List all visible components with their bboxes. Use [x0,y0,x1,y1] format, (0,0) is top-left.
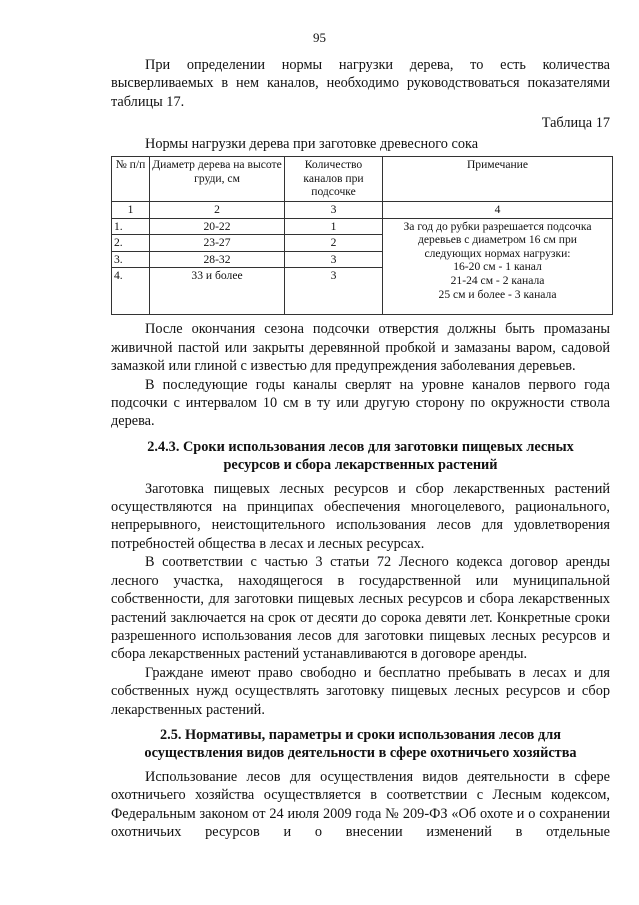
document-body [111,56,610,841]
section-paragraph: В соответствии с частью 3 статьи 72 Лесного кодекса договор аренды лесного участка, находящегося в государственной или муниципальной собственности, для заготовки пищевых лесных ресурсов и сбора лекарственных растений заключается на срок от десяти до сорока девяти лет. Конкретные сроки разрешенного использования лесов для заготовки пищевых лесных ресурсов и сбора лекарственных растений устанавливаются в договоре аренды. [111,554,610,663]
row-number: 1. [112,218,150,235]
section-paragraph: Граждане имеют право свободно и бесплатно пребывать в лесах и для собственных нужд осуществлять заготовку пищевых лесных ресурсов и сбор лекарственных растений. [111,664,610,718]
row-channels: 2 [285,235,383,252]
page-number: 95 [313,30,326,45]
column-number: 2 [150,202,285,219]
row-diameter: 28-32 [150,251,285,268]
table-label: Таблица 17 [541,115,610,132]
header-note: Примечание [383,157,613,202]
paragraph-after-table: В последующие годы каналы сверлят на уровне каналов первого года подсочки с интервалом 10 см в ту или другую сторону по окружности ствола дерева. [111,376,610,430]
row-diameter: 23-27 [150,235,285,252]
note-line: 25 см и более - 3 канала [438,287,557,301]
row-diameter: 33 и более [150,268,285,315]
load-norms-table [111,156,613,315]
note-line: 16-20 см - 1 канал [453,260,542,274]
header-channels: Количество каналов при подсочке [285,157,383,202]
row-note [383,218,613,315]
section-paragraph: Заготовка пищевых лесных ресурсов и сбор лекарственных растений осуществляются на принципах обеспечения многоцелевого, рационального, непрерывного, неистощительного использования лесов для удовлетворения потребностей общества в лесах и лесных ресурсах. [111,480,610,552]
column-number-row [112,202,613,219]
row-diameter: 20-22 [150,218,285,235]
section-heading-2-4-3: 2.4.3. Сроки использования лесов для заготовки пищевых лесных ресурсов и сбора лекарственных растений [147,438,574,474]
table-row [112,218,613,235]
header-diameter: Диаметр дерева на высоте груди, см [150,157,285,202]
column-number: 3 [285,202,383,219]
section-heading-2-5: 2.5. Нормативы, параметры и сроки использования лесов для осуществления видов деятельности в сфере охотничьего хозяйства [144,726,577,762]
column-number: 4 [383,202,613,219]
table-header-row [112,157,613,202]
row-channels: 1 [285,218,383,235]
row-number: 4. [112,268,150,315]
note-line: За год до рубки разрешается подсочка [403,219,592,233]
note-line: следующих нормах нагрузки: [424,246,571,260]
row-number: 2. [112,235,150,252]
note-line: 21-24 см - 2 канала [450,274,545,287]
section-paragraph: Использование лесов для осуществления видов деятельности в сфере охотничьего хозяйства осуществляется в соответствии с Лесным кодексом, Федеральным законом от 24 июля 2009 года № 209-ФЗ «Об охоте и о сохранении охотничьих ресурсов и о внесении изменений в отдельные [111,768,610,840]
column-number: 1 [112,202,150,219]
intro-paragraph: При определении нормы нагрузки дерева, то есть количества высверливаемых в нем каналов, необходимо руководствоваться показателями таблицы 17. [111,57,610,110]
row-channels: 3 [285,268,383,315]
row-channels: 3 [285,251,383,268]
paragraph-after-table: После окончания сезона подсочки отверстия должны быть промазаны живичной пастой или закрыты деревянной пробкой и замазаны варом, садовой замазкой или глиной с известью для предупреждения заболевания деревьев. [111,321,610,375]
header-number: № п/п [112,157,150,202]
row-number: 3. [112,251,150,268]
table-caption: Нормы нагрузки дерева при заготовке древесного сока [145,135,479,152]
note-line: деревьев с диаметром 16 см при [418,233,577,247]
